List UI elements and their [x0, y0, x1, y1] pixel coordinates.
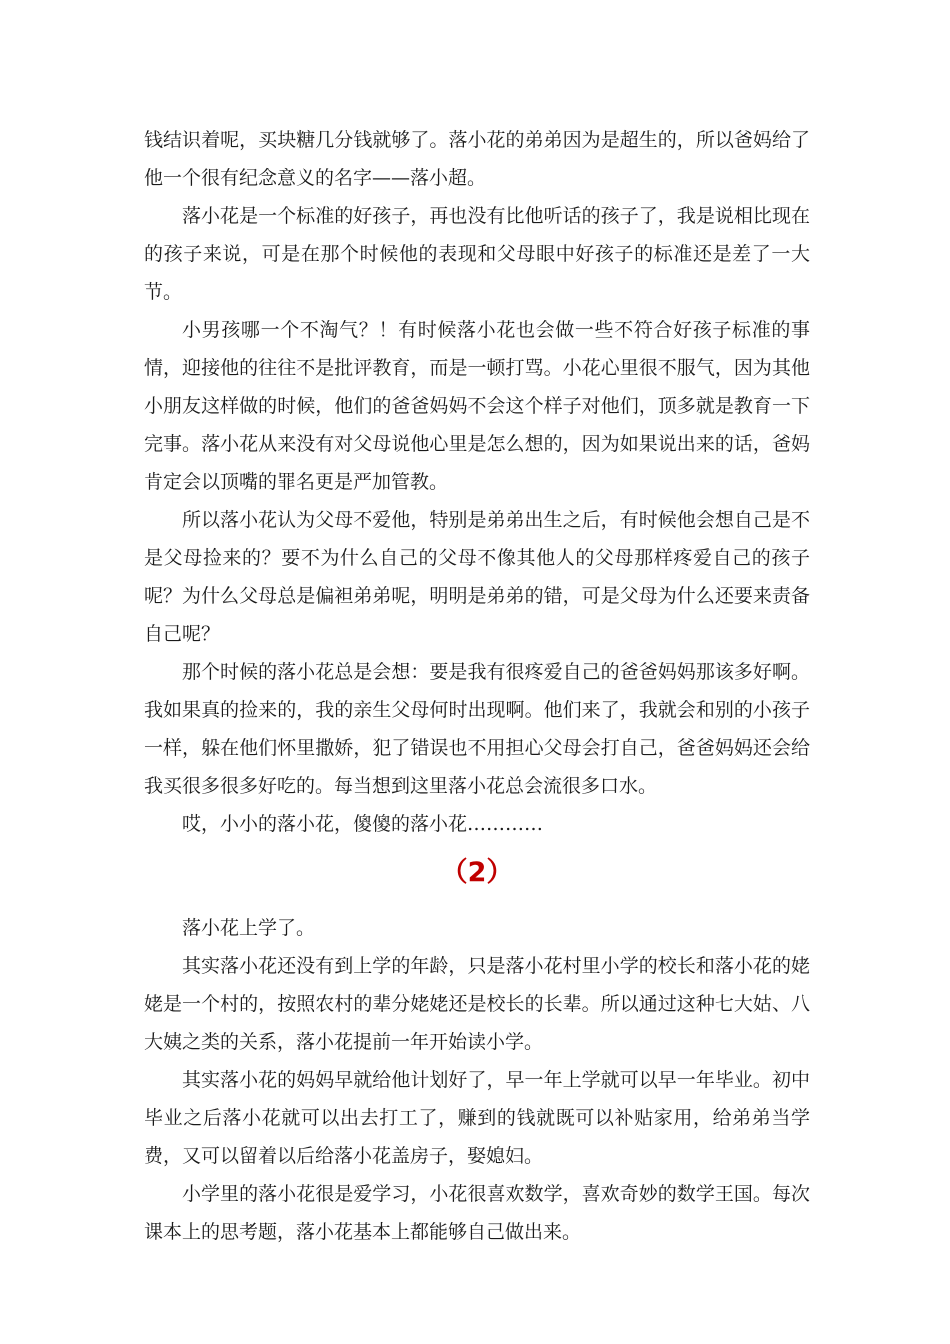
chapter-title: （2）	[440, 857, 514, 888]
paragraph: 哎，小小的落小花，傻傻的落小花…………	[182, 813, 544, 835]
paragraph: 钱结识着呢，买块糖几分钱就够了。落小花的弟弟因为是超生的，所以爸妈给了他一个很有纪念意义的名字——落小超。	[144, 129, 810, 189]
paragraph: 落小花是一个标准的好孩子，再也没有比他听话的孩子了，我是说相比现在的孩子来说，可是在那个时候他的表现和父母眼中好孩子的标准还是差了一大节。	[144, 205, 810, 303]
paragraph: 落小花上学了。	[182, 917, 316, 939]
document-body	[144, 121, 810, 1251]
paragraph: 所以落小花认为父母不爱他，特别是弟弟出生之后，有时候他会想自己是不是父母捡来的？要不为什么自己的父母不像其他人的父母那样疼爱自己的孩子呢？为什么父母总是偏袒弟弟呢，明明是弟弟的错，可是父母为什么还要来责备自己呢？	[144, 509, 810, 645]
paragraph: 其实落小花还没有到上学的年龄，只是落小花村里小学的校长和落小花的姥姥是一个村的，按照农村的辈分姥姥还是校长的长辈。所以通过这种七大姑、八大姨之类的关系，落小花提前一年开始读小学。	[144, 955, 810, 1053]
paragraph: 那个时候的落小花总是会想：要是我有很疼爱自己的爸爸妈妈那该多好啊。我如果真的捡来的，我的亲生父母何时出现啊。他们来了，我就会和别的小孩子一样，躲在他们怀里撒娇，犯了错误也不用担心父母会打自己，爸爸妈妈还会给我买很多很多好吃的。每当想到这里落小花总会流很多口水。	[144, 661, 810, 797]
paragraph: 小男孩哪一个不淘气？！有时候落小花也会做一些不符合好孩子标准的事情，迎接他的往往不是批评教育，而是一顿打骂。小花心里很不服气，因为其他小朋友这样做的时候，他们的爸爸妈妈不会这个样子对他们，顶多就是教育一下完事。落小花从来没有对父母说他心里是怎么想的，因为如果说出来的话，爸妈肯定会以顶嘴的罪名更是严加管教。	[144, 319, 810, 493]
paragraph: 其实落小花的妈妈早就给他计划好了，早一年上学就可以早一年毕业。初中毕业之后落小花就可以出去打工了，赚到的钱就既可以补贴家用，给弟弟当学费，又可以留着以后给落小花盖房子，娶媳妇。	[144, 1069, 810, 1167]
paragraph: 小学里的落小花很是爱学习，小花很喜欢数学，喜欢奇妙的数学王国。每次课本上的思考题，落小花基本上都能够自己做出来。	[144, 1183, 810, 1243]
